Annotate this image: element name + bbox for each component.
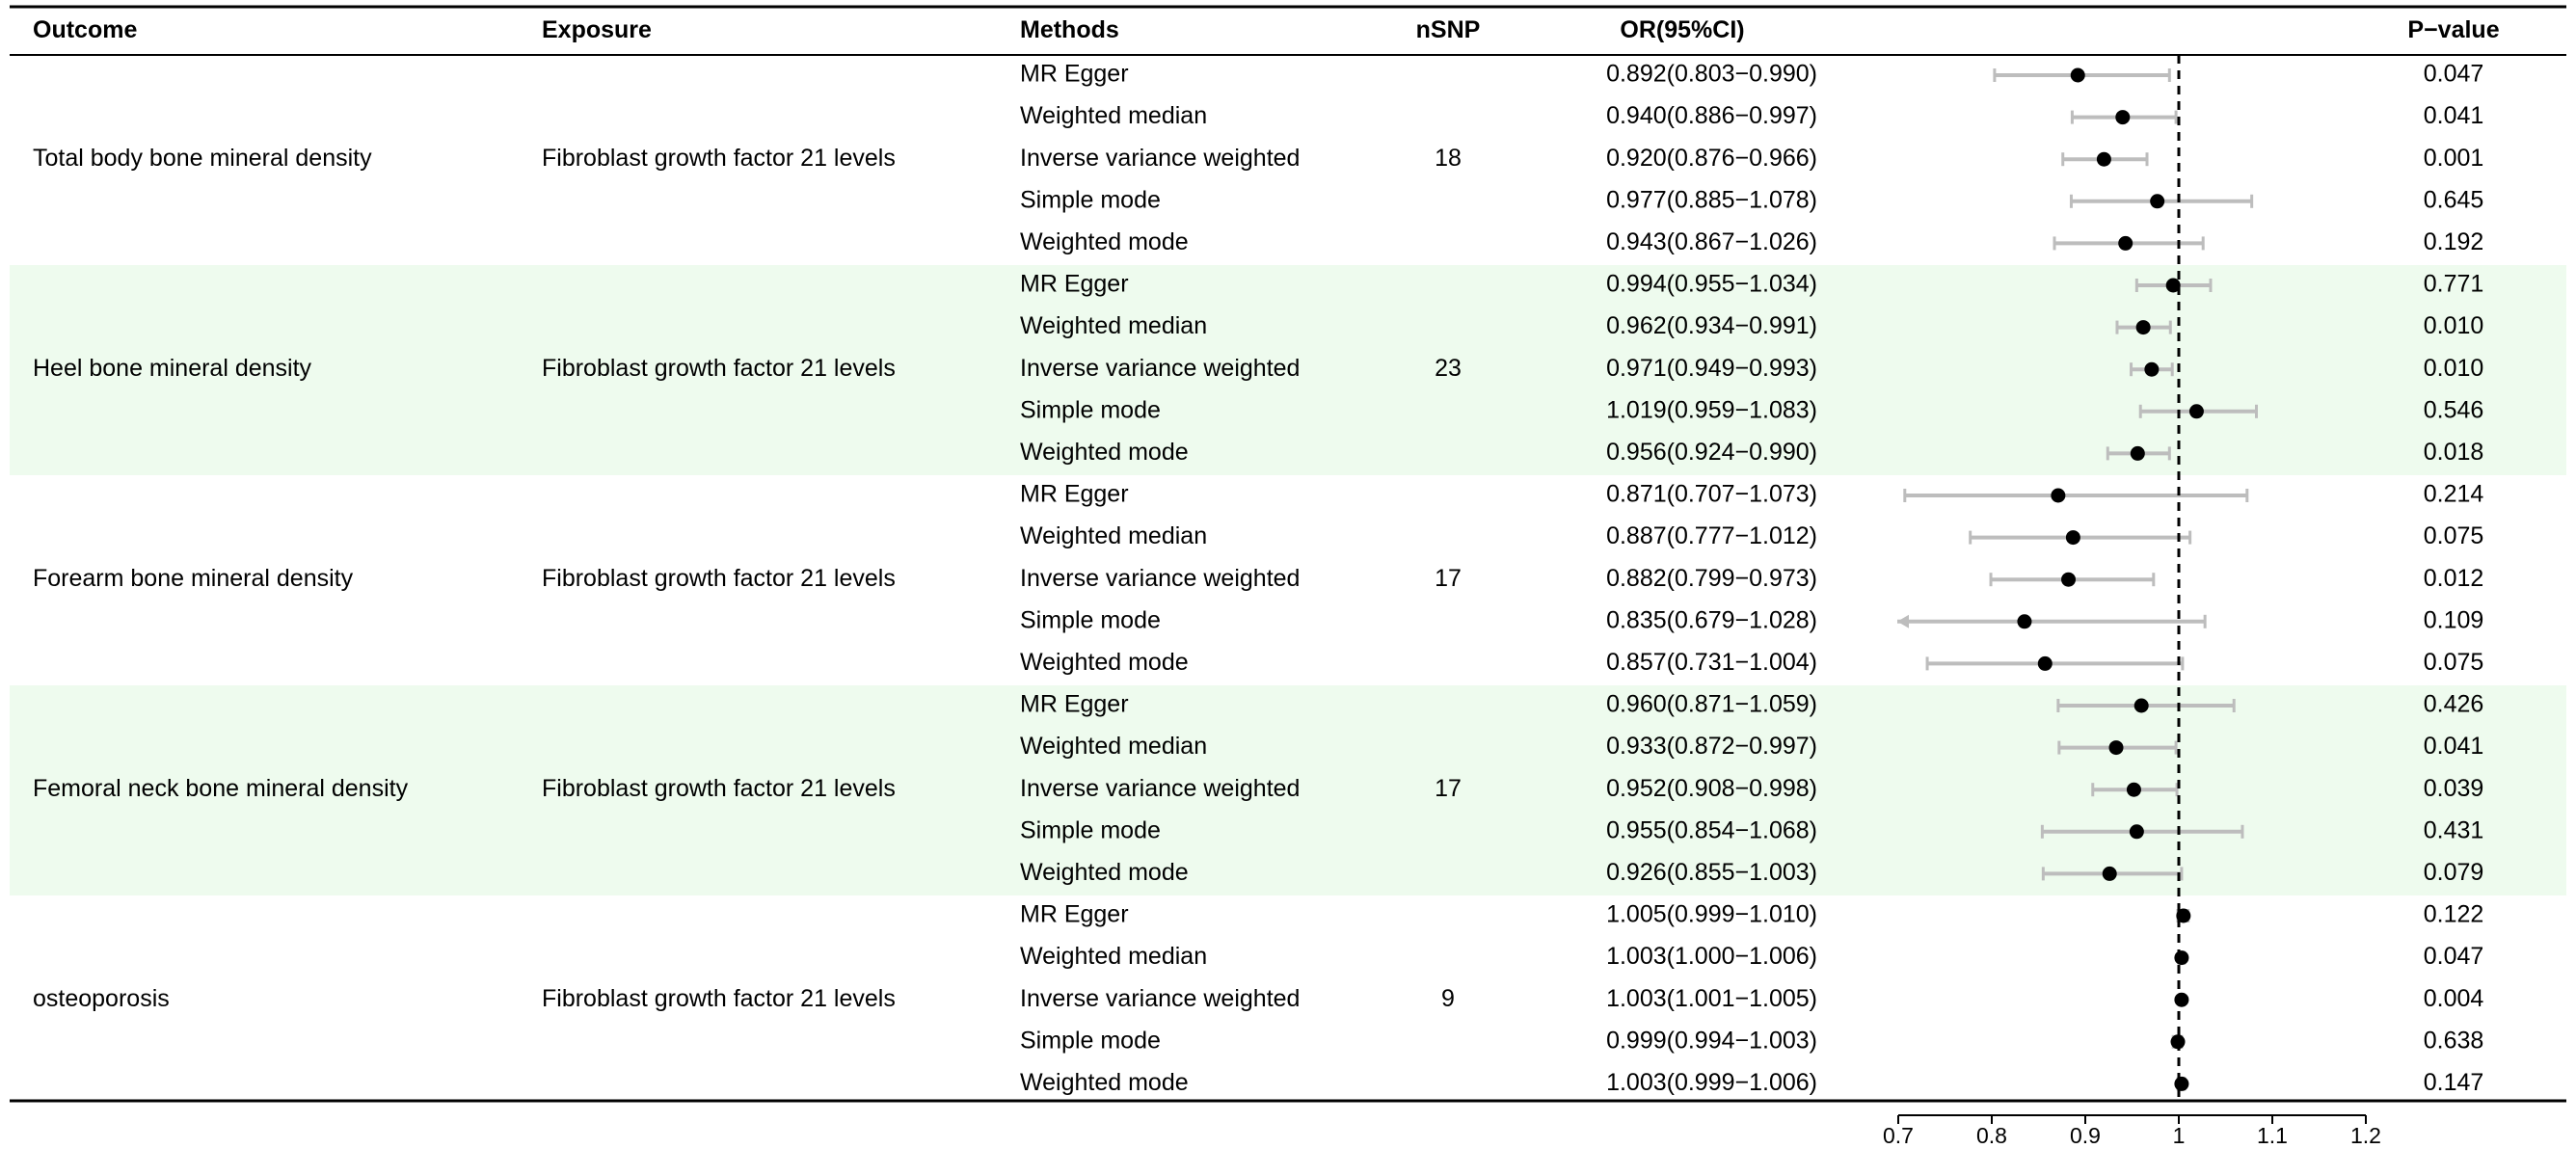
method-label: Weighted median <box>1020 943 1208 971</box>
or-point <box>2136 320 2151 334</box>
p-value: 0.079 <box>2423 859 2484 887</box>
method-label: MR Egger <box>1020 690 1129 718</box>
p-value: 0.018 <box>2423 439 2484 467</box>
method-label: MR Egger <box>1020 60 1129 88</box>
or-point <box>2118 236 2133 251</box>
or-point <box>2134 699 2149 713</box>
exposure-label: Fibroblast growth factor 21 levels <box>542 984 896 1012</box>
exposure-label: Fibroblast growth factor 21 levels <box>542 564 896 592</box>
p-value: 0.431 <box>2423 816 2484 844</box>
or-ci-text: 0.892(0.803−0.990) <box>1606 60 1817 88</box>
or-ci-text: 0.971(0.949−0.993) <box>1606 354 1817 382</box>
p-value: 0.075 <box>2423 649 2484 677</box>
method-label: MR Egger <box>1020 900 1129 928</box>
ci-arrow-left <box>1897 615 1909 628</box>
method-label: Simple mode <box>1020 186 1161 214</box>
p-value: 0.047 <box>2423 60 2484 88</box>
x-axis <box>1883 1115 2381 1148</box>
header-methods: Methods <box>1020 16 1119 43</box>
or-ci-text: 0.956(0.924−0.990) <box>1606 439 1817 467</box>
method-label: Inverse variance weighted <box>1020 144 1301 172</box>
method-label: Simple mode <box>1020 1027 1161 1055</box>
or-ci-text: 0.835(0.679−1.028) <box>1606 606 1817 634</box>
p-value: 0.192 <box>2423 228 2484 256</box>
method-label: Inverse variance weighted <box>1020 564 1301 592</box>
plot-area <box>1897 55 2257 1101</box>
or-ci-text: 0.952(0.908−0.998) <box>1606 774 1817 802</box>
or-point <box>2127 783 2141 797</box>
or-ci-text: 1.003(1.000−1.006) <box>1606 943 1817 971</box>
or-ci-text: 1.003(1.001−1.005) <box>1606 984 1817 1012</box>
method-label: Weighted mode <box>1020 1069 1189 1097</box>
p-value: 0.010 <box>2423 354 2484 382</box>
header-pvalue: P−value <box>2407 16 2500 43</box>
or-ci-text: 0.955(0.854−1.068) <box>1606 816 1817 844</box>
p-value: 0.075 <box>2423 522 2484 550</box>
or-point <box>2103 867 2117 881</box>
or-ci-text: 0.960(0.871−1.059) <box>1606 690 1817 718</box>
or-ci-text: 0.887(0.777−1.012) <box>1606 522 1817 550</box>
p-value: 0.638 <box>2423 1027 2484 1055</box>
or-ci-text: 1.005(0.999−1.010) <box>1606 900 1817 928</box>
or-ci-text: 0.962(0.934−0.991) <box>1606 312 1817 340</box>
p-value: 0.010 <box>2423 312 2484 340</box>
x-tick-label: 1 <box>2172 1123 2186 1148</box>
or-point <box>2097 152 2111 167</box>
nsnp-value: 18 <box>1435 144 1462 172</box>
x-tick-label: 1.1 <box>2257 1123 2288 1148</box>
p-value: 0.039 <box>2423 774 2484 802</box>
or-ci-text: 0.857(0.731−1.004) <box>1606 649 1817 677</box>
p-value: 0.214 <box>2423 480 2484 508</box>
or-point <box>2174 993 2188 1007</box>
or-ci-text: 0.926(0.855−1.003) <box>1606 859 1817 887</box>
p-value: 0.426 <box>2423 690 2484 718</box>
header-exposure: Exposure <box>542 16 652 43</box>
p-value: 0.041 <box>2423 733 2484 761</box>
or-point <box>2171 1034 2186 1049</box>
nsnp-value: 17 <box>1435 774 1462 802</box>
method-label: Weighted mode <box>1020 649 1189 677</box>
or-point <box>2109 740 2124 755</box>
or-point <box>2066 530 2080 545</box>
method-label: Weighted mode <box>1020 228 1189 256</box>
or-point <box>2131 446 2145 461</box>
p-value: 0.122 <box>2423 900 2484 928</box>
method-label: Weighted median <box>1020 522 1208 550</box>
or-ci-text: 1.003(0.999−1.006) <box>1606 1069 1817 1097</box>
p-value: 0.041 <box>2423 102 2484 130</box>
header-nsnp: nSNP <box>1415 16 1481 43</box>
method-label: Weighted mode <box>1020 439 1189 467</box>
or-ci-text: 0.943(0.867−1.026) <box>1606 228 1817 256</box>
p-value: 0.012 <box>2423 564 2484 592</box>
x-tick-label: 0.7 <box>1883 1123 1914 1148</box>
or-point <box>2061 573 2076 587</box>
outcome-label: Total body bone mineral density <box>33 144 372 172</box>
header-outcome: Outcome <box>33 16 138 43</box>
or-ci-text: 0.882(0.799−0.973) <box>1606 564 1817 592</box>
p-value: 0.001 <box>2423 144 2484 172</box>
method-label: Weighted mode <box>1020 859 1189 887</box>
or-point <box>2130 824 2144 839</box>
exposure-label: Fibroblast growth factor 21 levels <box>542 144 896 172</box>
p-value: 0.645 <box>2423 186 2484 214</box>
method-label: Inverse variance weighted <box>1020 774 1301 802</box>
or-point <box>2115 110 2130 124</box>
or-point <box>2189 404 2204 418</box>
method-label: Weighted median <box>1020 312 1208 340</box>
method-label: Inverse variance weighted <box>1020 354 1301 382</box>
or-ci-text: 0.994(0.955−1.034) <box>1606 270 1817 298</box>
method-label: Weighted median <box>1020 733 1208 761</box>
or-point <box>2166 279 2181 293</box>
or-point <box>2051 489 2065 503</box>
outcome-label: osteoporosis <box>33 984 170 1012</box>
or-point <box>2017 614 2031 628</box>
method-label: Simple mode <box>1020 816 1161 844</box>
or-ci-text: 0.977(0.885−1.078) <box>1606 186 1817 214</box>
header-or: OR(95%CI) <box>1620 16 1745 43</box>
or-point <box>2038 656 2053 671</box>
or-ci-text: 0.933(0.872−0.997) <box>1606 733 1817 761</box>
method-label: Inverse variance weighted <box>1020 984 1301 1012</box>
x-tick-label: 1.2 <box>2350 1123 2381 1148</box>
p-value: 0.147 <box>2423 1069 2484 1097</box>
x-tick-label: 0.8 <box>1976 1123 2007 1148</box>
or-point <box>2174 1077 2188 1091</box>
outcome-label: Femoral neck bone mineral density <box>33 774 409 802</box>
exposure-label: Fibroblast growth factor 21 levels <box>542 354 896 382</box>
p-value: 0.771 <box>2423 270 2484 298</box>
x-tick-label: 0.9 <box>2070 1123 2101 1148</box>
or-point <box>2150 194 2164 208</box>
or-ci-text: 1.019(0.959−1.083) <box>1606 396 1817 424</box>
or-ci-text: 0.940(0.886−0.997) <box>1606 102 1817 130</box>
or-ci-text: 0.871(0.707−1.073) <box>1606 480 1817 508</box>
p-value: 0.546 <box>2423 396 2484 424</box>
or-point <box>2174 950 2188 965</box>
nsnp-value: 23 <box>1435 354 1462 382</box>
method-label: Simple mode <box>1020 606 1161 634</box>
or-ci-text: 0.920(0.876−0.966) <box>1606 144 1817 172</box>
nsnp-value: 9 <box>1441 984 1455 1012</box>
p-value: 0.004 <box>2423 984 2484 1012</box>
outcome-label: Forearm bone mineral density <box>33 564 354 592</box>
or-point <box>2071 68 2085 83</box>
or-point <box>2176 909 2190 923</box>
method-label: Simple mode <box>1020 396 1161 424</box>
or-point <box>2144 362 2159 377</box>
or-ci-text: 0.999(0.994−1.003) <box>1606 1027 1817 1055</box>
exposure-label: Fibroblast growth factor 21 levels <box>542 774 896 802</box>
outcome-label: Heel bone mineral density <box>33 354 312 382</box>
column-headers <box>33 16 2500 43</box>
method-label: MR Egger <box>1020 270 1129 298</box>
p-value: 0.109 <box>2423 606 2484 634</box>
p-value: 0.047 <box>2423 943 2484 971</box>
method-label: Weighted median <box>1020 102 1208 130</box>
method-label: MR Egger <box>1020 480 1129 508</box>
nsnp-value: 17 <box>1435 564 1462 592</box>
